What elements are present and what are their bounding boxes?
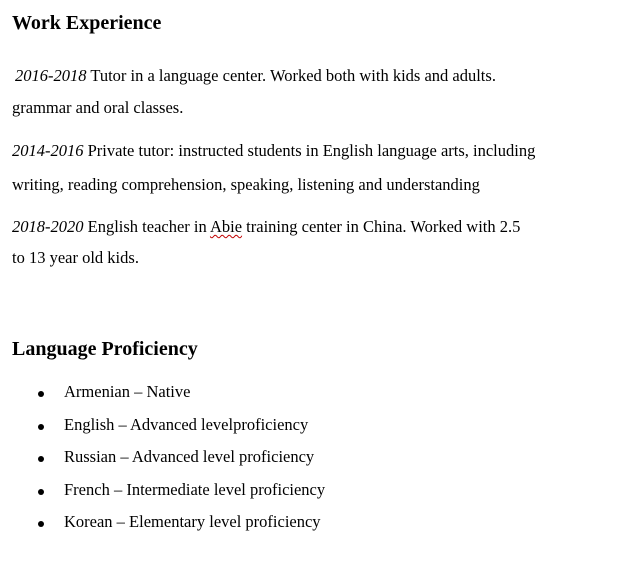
entry-3-text-before: English teacher in <box>83 217 210 236</box>
bullet-icon <box>38 489 44 495</box>
entry-3-years: 2018-2020 <box>12 217 84 236</box>
bullet-icon <box>38 391 44 397</box>
entry-3-text-after: training center in China. Worked with 2.5 <box>242 217 521 236</box>
entry-3-line-2: to 13 year old kids. <box>12 248 139 267</box>
language-french: French – Intermediate level proficiency <box>64 479 326 499</box>
language-proficiency-heading: Language Proficiency <box>12 338 198 360</box>
entry-2-years: 2014-2016 <box>12 141 84 160</box>
language-english: English – Advanced levelproficiency <box>64 414 309 434</box>
entry-2-line-1 <box>12 141 535 161</box>
bullet-icon <box>38 456 44 462</box>
language-korean: Korean – Elementary level proficiency <box>64 512 321 531</box>
language-armenian: Armenian – Native <box>64 382 191 401</box>
language-russian: Russian – Advanced level proficiency <box>64 447 315 466</box>
bullet-icon <box>38 424 44 430</box>
bullet-icon <box>38 521 44 527</box>
entry-1-line-1 <box>15 66 496 86</box>
entry-1-text: Tutor in a language center. Worked both with kids and adults. <box>86 66 496 85</box>
work-experience-heading: Work Experience <box>12 12 162 34</box>
spellcheck-flagged-word[interactable]: Abie <box>209 217 243 236</box>
entry-2-line-2: writing, reading comprehension, speaking, listening and understanding <box>12 175 480 194</box>
entry-2-text: Private tutor: instructed students in English language arts, including <box>83 141 536 160</box>
entry-1-years: 2016-2018 <box>15 66 87 85</box>
entry-3-line-1 <box>12 217 520 237</box>
entry-1-line-2: grammar and oral classes. <box>12 98 184 117</box>
